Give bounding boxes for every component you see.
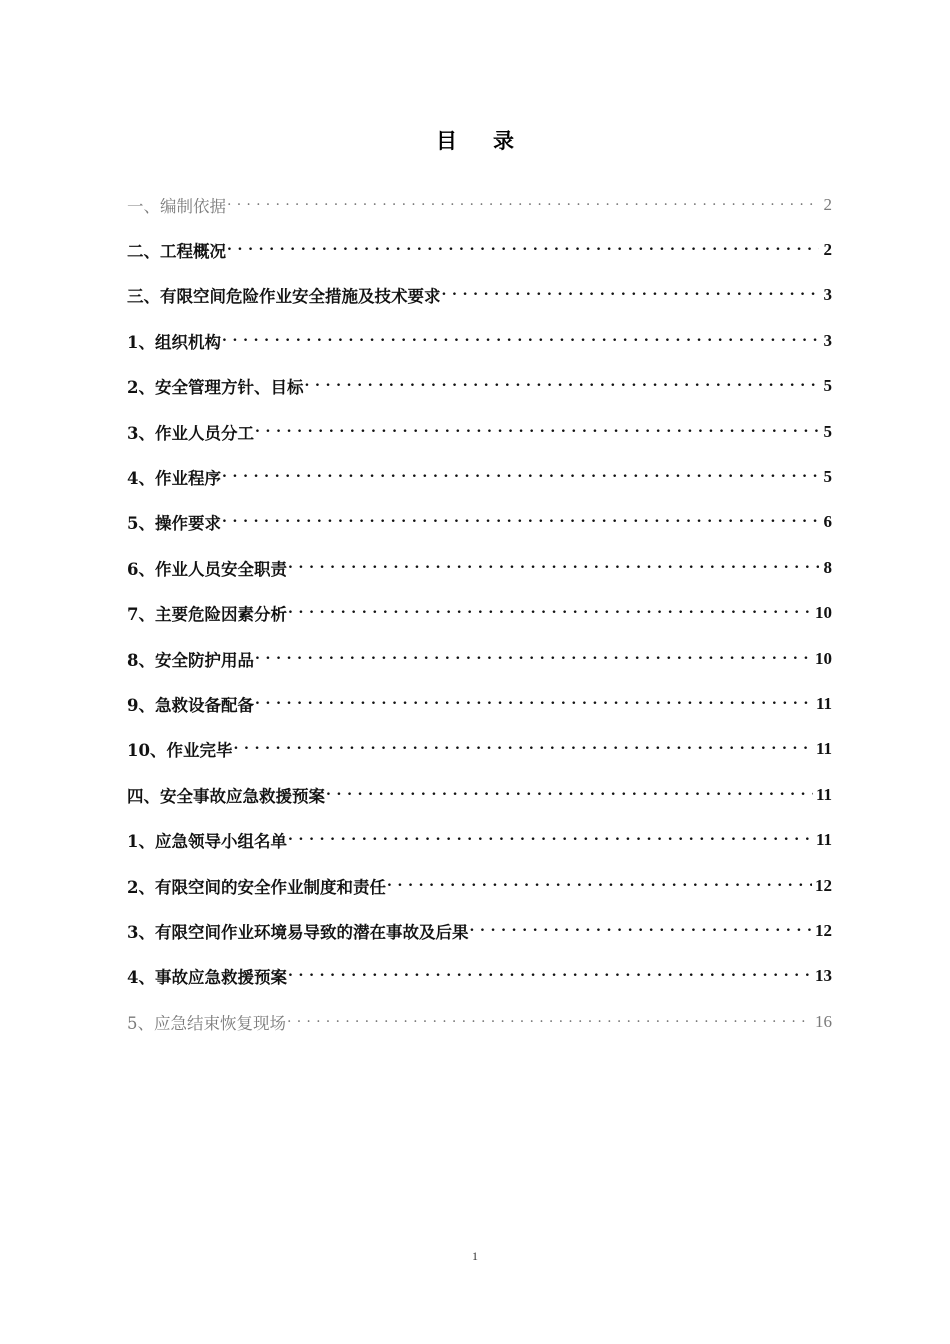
dot-leader	[287, 1012, 812, 1032]
toc-entry-label: 5、操作要求	[127, 510, 222, 534]
dot-leader	[233, 739, 812, 759]
toc-entry-page: 12	[815, 920, 832, 940]
toc-entry[interactable]	[127, 454, 832, 499]
dot-leader	[288, 966, 812, 986]
dot-leader	[326, 785, 813, 805]
toc-title	[0, 125, 950, 155]
dot-leader	[255, 694, 813, 714]
toc-entry-page: 5	[823, 421, 832, 441]
toc-title-char-2: 录	[493, 128, 514, 153]
toc-entry[interactable]	[127, 681, 832, 726]
toc-entry[interactable]	[127, 545, 832, 590]
toc-entry[interactable]	[127, 364, 832, 409]
dot-leader	[442, 285, 820, 305]
toc-entry-label: 7、主要危险因素分析	[127, 601, 288, 625]
toc-entry-label: 1、应急领导小组名单	[127, 828, 288, 852]
dot-leader	[469, 921, 812, 941]
toc-entry-page: 13	[815, 966, 832, 986]
toc-entry-page: 5	[823, 467, 832, 487]
toc-entry[interactable]	[127, 182, 832, 227]
toc-entry[interactable]	[127, 227, 832, 272]
toc-entry-page: 12	[815, 875, 832, 895]
toc-entry-page: 6	[823, 512, 832, 532]
toc-entry[interactable]	[127, 273, 832, 318]
toc-entry-label: 2、安全管理方针、目标	[127, 374, 304, 398]
dot-leader	[255, 649, 812, 669]
toc-entry-page: 3	[823, 330, 832, 350]
toc-entry[interactable]	[127, 318, 832, 363]
toc-entry[interactable]	[127, 409, 832, 454]
table-of-contents	[127, 182, 832, 1044]
toc-entry[interactable]	[127, 817, 832, 862]
dot-leader	[222, 467, 819, 487]
toc-entry-label: 8、安全防护用品	[127, 647, 255, 671]
toc-entry[interactable]	[127, 908, 832, 953]
toc-entry-label: 4、事故应急救援预案	[127, 964, 288, 988]
toc-entry-page: 11	[815, 739, 832, 759]
toc-entry-label: 2、有限空间的安全作业制度和责任	[127, 874, 387, 898]
dot-leader	[288, 603, 812, 623]
dot-leader	[227, 195, 819, 215]
dot-leader	[255, 422, 819, 442]
toc-entry-label: 1、组织机构	[127, 329, 222, 353]
toc-entry-page: 2	[823, 240, 832, 260]
dot-leader	[288, 830, 813, 850]
dot-leader	[304, 376, 819, 396]
toc-entry[interactable]	[127, 999, 832, 1044]
toc-entry-page: 10	[815, 648, 832, 668]
toc-entry-label: 6、作业人员安全职责	[127, 556, 288, 580]
toc-entry[interactable]	[127, 727, 832, 772]
toc-entry-page: 2	[823, 194, 832, 214]
toc-entry-label: 9、急救设备配备	[127, 692, 255, 716]
toc-entry-page: 11	[815, 784, 832, 804]
toc-entry-label: 一、编制依据	[127, 193, 227, 217]
toc-entry-label: 10、作业完毕	[127, 737, 233, 761]
toc-entry[interactable]	[127, 863, 832, 908]
toc-entry-page: 11	[815, 830, 832, 850]
toc-entry-page: 5	[823, 376, 832, 396]
dot-leader	[222, 331, 819, 351]
toc-entry-label: 3、作业人员分工	[127, 420, 255, 444]
toc-entry-page: 10	[815, 603, 832, 623]
toc-entry-label: 四、安全事故应急救援预案	[127, 783, 326, 807]
toc-title-char-1: 目	[436, 128, 457, 153]
dot-leader	[227, 240, 819, 260]
toc-entry-page: 3	[823, 285, 832, 305]
toc-entry-label: 二、工程概况	[127, 238, 227, 262]
toc-entry-page: 8	[823, 557, 832, 577]
toc-entry-label: 3、有限空间作业环境易导致的潜在事故及后果	[127, 919, 469, 943]
toc-entry-label: 三、有限空间危险作业安全措施及技术要求	[127, 283, 442, 307]
toc-entry-page: 11	[815, 693, 832, 713]
toc-entry[interactable]	[127, 954, 832, 999]
toc-entry[interactable]	[127, 772, 832, 817]
dot-leader	[288, 558, 819, 578]
toc-entry[interactable]	[127, 591, 832, 636]
dot-leader	[222, 512, 819, 532]
toc-entry-page: 16	[815, 1011, 832, 1031]
toc-entry[interactable]	[127, 636, 832, 681]
dot-leader	[387, 876, 812, 896]
toc-entry[interactable]	[127, 500, 832, 545]
toc-entry-label: 4、作业程序	[127, 465, 222, 489]
toc-entry-label: 5、应急结束恢复现场	[127, 1010, 287, 1034]
page-number: 1	[472, 1249, 478, 1263]
